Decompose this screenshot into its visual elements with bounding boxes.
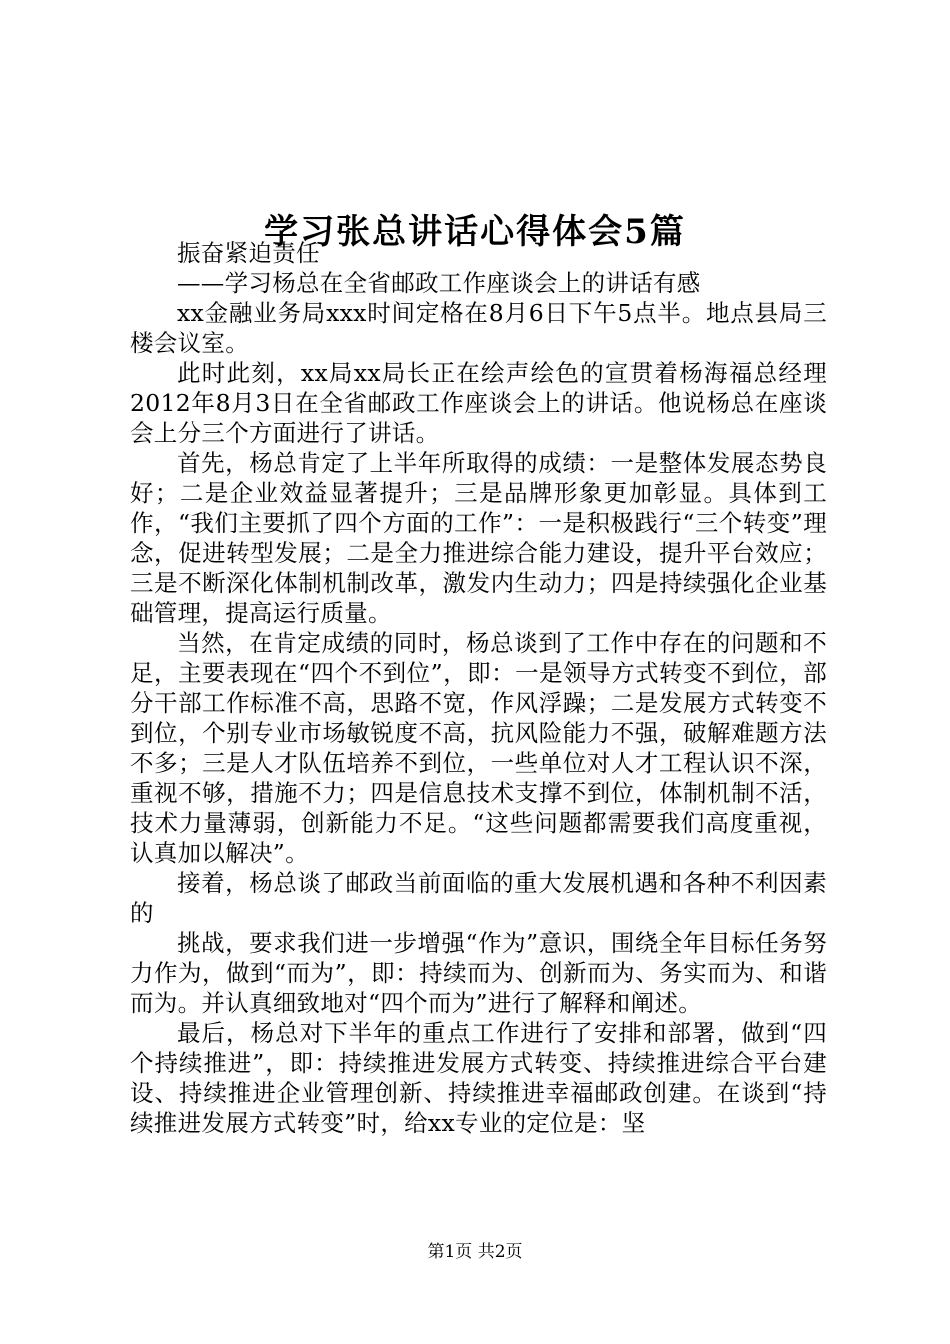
document-body: [130, 238, 827, 1138]
paragraph: 挑战，要求我们进一步增强“作为”意识，围绕全年目标任务努力作为，做到“而为”，即：持续而为、创新而为、务实而为、和谐而为。并认真细致地对“四个而为”进行了解释和阐述。: [130, 929, 827, 1017]
paragraph: 接着，杨总谈了邮政当前面临的重大发展机遇和各种不利因素的: [130, 869, 827, 927]
document-title: 学习张总讲话心得体会5篇: [264, 211, 686, 252]
paragraph-heading: 振奋紧迫责任: [177, 239, 320, 267]
paragraph: 最后，杨总对下半年的重点工作进行了安排和部署，做到“四个持续推进”，即：持续推进发展方式转变、持续推进综合平台建设、持续推进企业管理创新、持续推进幸福邮政创建。在谈到“持续推进发展方式转变”时，给xx专业的定位是：坚: [130, 1019, 827, 1137]
paragraph: xx金融业务局xxx时间定格在8月6日下午5点半。地点县局三楼会议室。: [130, 299, 827, 357]
page-number-footer: 第1页 共2页: [427, 1242, 523, 1262]
paragraph: 当然，在肯定成绩的同时，杨总谈到了工作中存在的问题和不足，主要表现在“四个不到位”，即：一是领导方式转变不到位，部分干部工作标准不高，思路不宽，作风浮躁；二是发展方式转变不到位，个别专业市场敏锐度不高，抗风险能力不强，破解难题方法不多；三是人才队伍培养不到位，一些单位对人才工程认识不深，重视不够，措施不力；四是信息技术支撑不到位，体制机制不活，技术力量薄弱，创新能力不足。“这些问题都需要我们高度重视，认真加以解决”。: [130, 629, 827, 867]
paragraph: 首先，杨总肯定了上半年所取得的成绩：一是整体发展态势良好；二是企业效益显著提升；三是品牌形象更加彰显。具体到工作，“我们主要抓了四个方面的工作”：一是积极践行“三个转变”理念，促进转型发展；二是全力推进综合能力建设，提升平台效应；三是不断深化体制机制改革，激发内生动力；四是持续强化企业基础管理，提高运行质量。: [130, 449, 827, 627]
paragraph-subheading: ——学习杨总在全省邮政工作座谈会上的讲话有感: [177, 269, 701, 297]
paragraph: 此时此刻，xx局xx局长正在绘声绘色的宣贯着杨海福总经理2012年8月3日在全省邮政工作座谈会上的讲话。他说杨总在座谈会上分三个方面进行了讲话。: [130, 359, 827, 447]
